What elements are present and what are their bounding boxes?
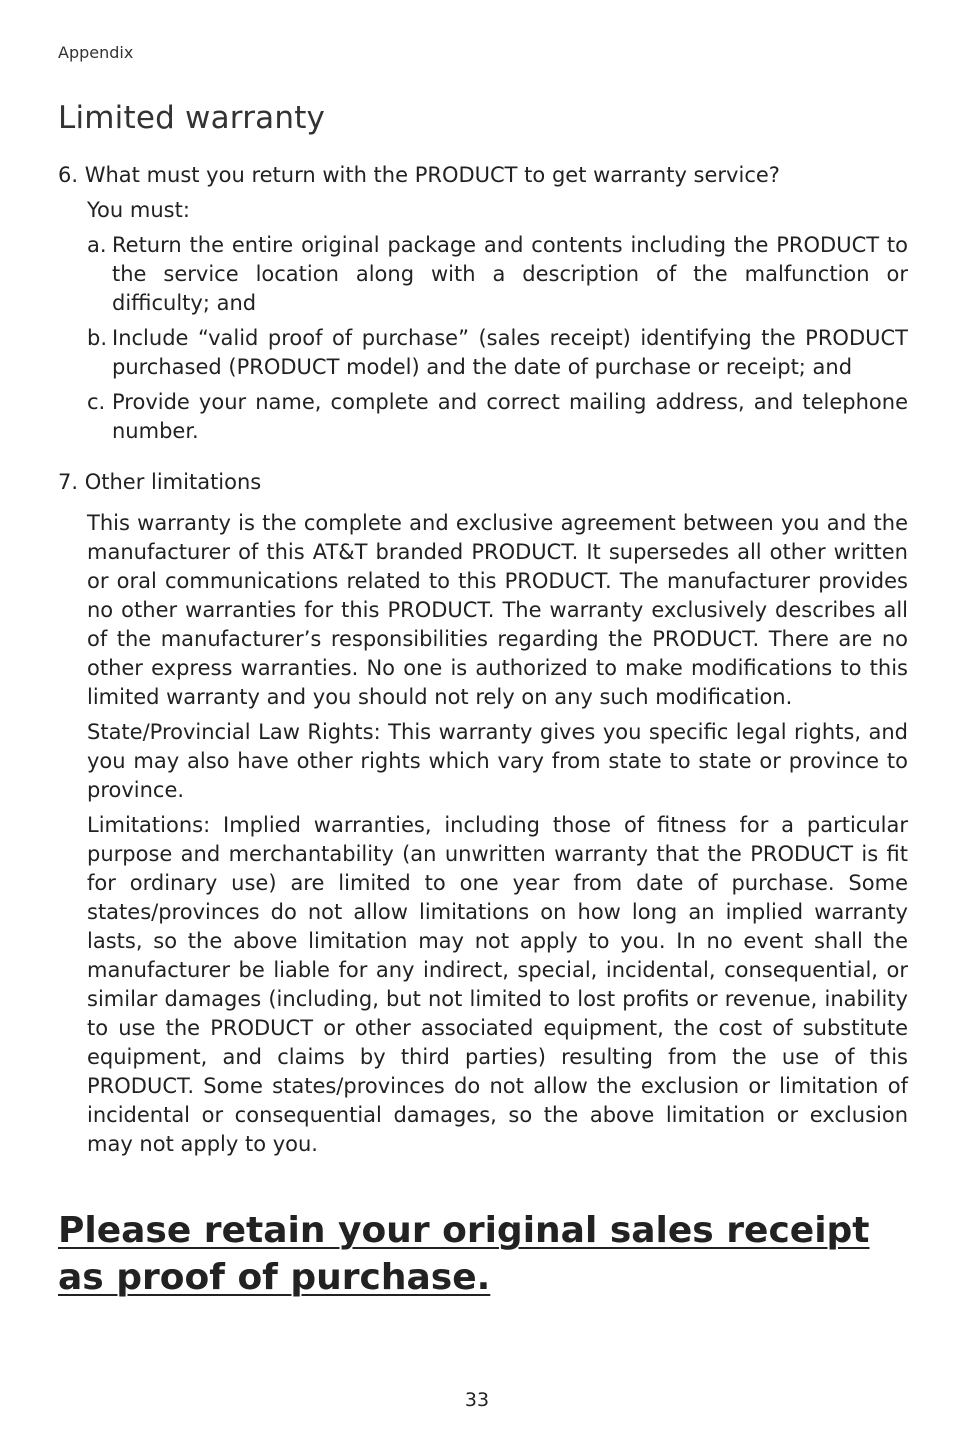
question-6-intro: You must:: [87, 198, 190, 222]
list-marker: c.: [87, 390, 106, 414]
page-number: 33: [464, 1389, 490, 1411]
question-6-title: 6. What must you return with the PRODUCT to get warranty service?: [58, 163, 780, 187]
section-return-requirements: [58, 161, 908, 452]
list-item: [87, 388, 908, 446]
requirements-list: [58, 231, 908, 446]
list-item: [87, 231, 908, 318]
list-item-text: Include “valid proof of purchase” (sales receipt) identifying the PRODUCT purchased (PRODUCT model) and the date of purchase or receipt; and: [112, 326, 908, 379]
list-item-text: Return the entire original package and contents including the PRODUCT to the service location along with a description of the malfunction or difficulty; and: [112, 233, 908, 315]
paragraph: State/Provincial Law Rights: This warranty gives you specific legal rights, and you may also have other rights which vary from state to state or province to province.: [87, 720, 908, 802]
section-other-limitations: [58, 468, 908, 1165]
paragraph: Limitations: Implied warranties, including those of fitness for a particular purpose and merchantability (an unwritten warranty that the PRODUCT is fit for ordinary use) are limited to one year from date of purchase. Some states/provinces do not allow limitations on how long an implied warranty lasts, so the above limitation may not apply to you. In no event shall the manufacturer be liable for any indirect, special, incidental, consequential, or similar damages (including, but not limited to lost profits or revenue, inability to use the PRODUCT or other associated equipment, the cost of substitute equipment, and claims by third parties) resulting from the use of this PRODUCT. Some states/provinces do not allow the exclusion or limitation of incidental or consequential damages, so the above limitation or exclusion may not apply to you.: [87, 813, 908, 1156]
paragraph: This warranty is the complete and exclusive agreement between you and the manufacturer of this AT&T branded PRODUCT. It supersedes all other written or oral communications related to this PRODUCT. The manufacturer provides no other warranties for this PRODUCT. The warranty exclusively describes all of the manufacturer’s responsibilities regarding the PRODUCT. There are no other express warranties. No one is authorized to make modifications to this limited warranty and you should not rely on any such modification.: [87, 511, 908, 709]
section-label: Appendix: [58, 43, 134, 62]
receipt-notice-text: Please retain your original sales receipt as proof of purchase.: [58, 1210, 870, 1298]
receipt-notice: [58, 1207, 918, 1301]
list-marker: a.: [87, 233, 107, 257]
list-marker: b.: [87, 326, 108, 350]
page-title: Limited warranty: [58, 100, 326, 136]
list-item: [87, 324, 908, 382]
question-7-title: 7. Other limitations: [58, 470, 262, 494]
list-item-text: Provide your name, complete and correct mailing address, and telephone number.: [112, 390, 908, 443]
